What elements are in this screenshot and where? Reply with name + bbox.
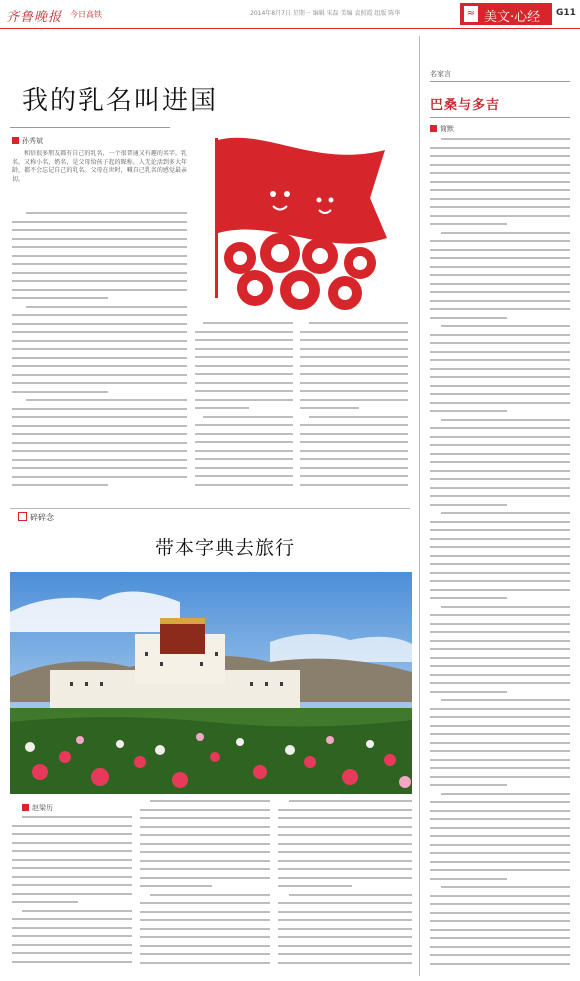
side-article-column-tag: 名家言 xyxy=(430,69,570,82)
red-flag-papercut-icon xyxy=(195,128,405,318)
side-article-title: 巴桑与多吉 xyxy=(430,98,501,113)
section-mark-icon: ≈ xyxy=(464,6,478,22)
second-article-column-tag: 碎碎念 xyxy=(18,512,54,523)
title-rule xyxy=(10,127,170,128)
section-rule xyxy=(10,508,410,509)
header-rule xyxy=(0,28,580,29)
second-article-author: 赵梁历 xyxy=(22,803,53,813)
section-name: 美文·心经 xyxy=(484,10,541,25)
main-article-title: 我的乳名叫进国 xyxy=(22,86,219,116)
side-article-text xyxy=(430,138,570,976)
section-badge xyxy=(460,3,552,25)
second-article-col1-text xyxy=(12,816,132,976)
column-divider xyxy=(419,36,420,976)
second-article-title: 带本字典去旅行 xyxy=(155,537,296,559)
main-article-col2-text xyxy=(195,322,293,500)
side-article-author: 简默 xyxy=(430,124,454,134)
edition-tag: 今日高铁 xyxy=(70,10,102,19)
second-article-col3-text xyxy=(278,800,412,976)
potala-palace-photo xyxy=(10,572,412,794)
page-number: G11 xyxy=(556,8,576,18)
second-article-col2-text xyxy=(140,800,270,976)
dateline: 2014年8月7日 星期一 编辑 宋磊 美编 袁照霞 组版 陈华 xyxy=(250,10,401,17)
page-header xyxy=(0,0,580,28)
main-article-lead-text: 相信很多朋友都有自己的乳名，一个很普通又有趣的名字。乳名，又称小名，奶名，是父母给孩子起的昵称。人无论活到多大年龄，都不会忘记自己的乳名。父母在世时，喊自己乳名的感觉最亲切。 xyxy=(12,150,187,183)
side-title-rule xyxy=(430,117,570,118)
main-article-author: 孙秀斌 xyxy=(12,136,43,146)
main-article-col1-text xyxy=(12,212,187,500)
main-article-col3-text xyxy=(300,322,408,500)
paper-logo: 齐鲁晚报 xyxy=(6,10,63,25)
